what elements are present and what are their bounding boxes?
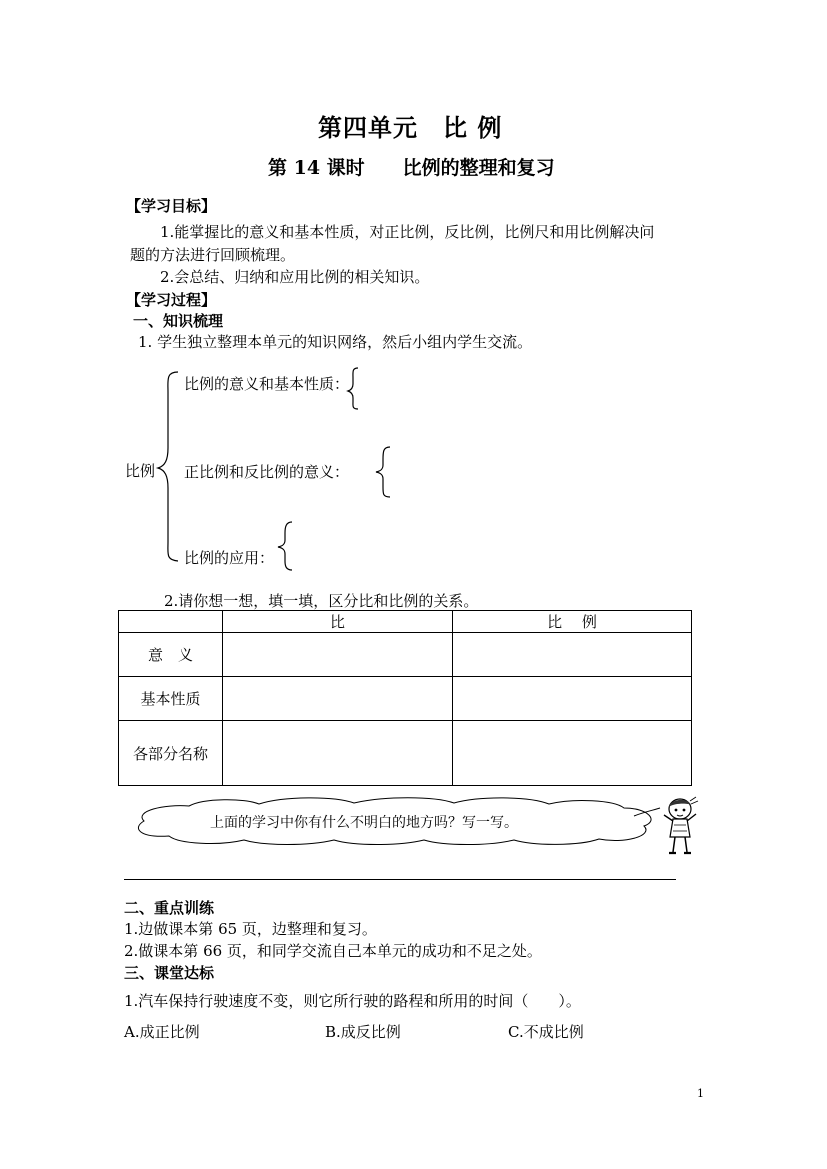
cloud-text: 上面的学习中你有什么不明白的地方吗？写一写。 [210, 815, 518, 831]
cartoon-girl-icon [660, 795, 702, 857]
table-header-row [119, 611, 692, 633]
tree-branch-meaning: 比例的意义和基本性质： [184, 375, 350, 393]
page-number: 1 [697, 1087, 704, 1100]
training-item-1: 1.边做课本第 65 页，边整理和复习。 [124, 920, 377, 938]
cell-ratio-meaning[interactable] [223, 633, 453, 677]
option-b[interactable]: B.成反比例 [325, 1023, 401, 1041]
section-key-training: 二、重点训练 [124, 899, 215, 917]
objective-1-line2: 题的方法进行回顾梳理。 [130, 246, 296, 264]
option-c[interactable]: C.不成比例 [508, 1023, 584, 1041]
cell-proportion-part-names[interactable] [453, 721, 692, 786]
step-2-text: 2.请你想一想，填一填，区分比和比例的关系。 [164, 592, 479, 610]
table-header-ratio: 比 [223, 611, 453, 633]
objectives-heading: 【学习目标】 [126, 197, 217, 215]
tree-branch-application: 比例的应用： [184, 549, 275, 567]
root-brace [158, 372, 178, 561]
table-row [119, 633, 692, 677]
brace-meaning [348, 368, 358, 409]
row-label-meaning: 意 义 [119, 633, 223, 677]
training-item-2: 2.做课本第 66 页，和同学交流自己本单元的成功和不足之处。 [124, 942, 542, 960]
section-class-standard: 三、课堂达标 [124, 964, 215, 982]
process-heading: 【学习过程】 [126, 291, 217, 309]
cell-proportion-meaning[interactable] [453, 633, 692, 677]
cell-proportion-property[interactable] [453, 677, 692, 721]
objective-1-line1: 1.能掌握比的意义和基本性质，对正比例，反比例，比例尺和用比例解决问 [160, 223, 655, 241]
brace-application [278, 522, 292, 570]
answer-line[interactable] [124, 879, 676, 880]
option-a[interactable]: A.成正比例 [124, 1023, 200, 1041]
page-title: 第四单元 比 例 [318, 113, 503, 142]
row-label-part-names: 各部分名称 [119, 721, 223, 786]
lesson-subtitle: 第 14 课时 比例的整理和复习 [268, 157, 555, 179]
table-row [119, 677, 692, 721]
section-knowledge-review: 一、知识梳理 [133, 312, 224, 330]
step-1-text: 1. 学生独立整理本单元的知识网络，然后小组内学生交流。 [138, 333, 533, 351]
cell-ratio-property[interactable] [223, 677, 453, 721]
row-label-property: 基本性质 [119, 677, 223, 721]
objective-2: 2.会总结、归纳和应用比例的相关知识。 [160, 268, 430, 286]
tree-branch-proportionality: 正比例和反比例的意义： [184, 463, 350, 481]
comparison-table [118, 610, 692, 786]
table-row [119, 721, 692, 786]
question-1: 1.汽车保持行驶速度不变，则它所行驶的路程和所用的时间（ ）。 [124, 992, 581, 1010]
table-header-empty [119, 611, 223, 633]
tree-root-label: 比例 [125, 462, 156, 480]
cell-ratio-part-names[interactable] [223, 721, 453, 786]
table-header-proportion: 比 例 [453, 611, 692, 633]
brace-proportionality [376, 447, 390, 497]
